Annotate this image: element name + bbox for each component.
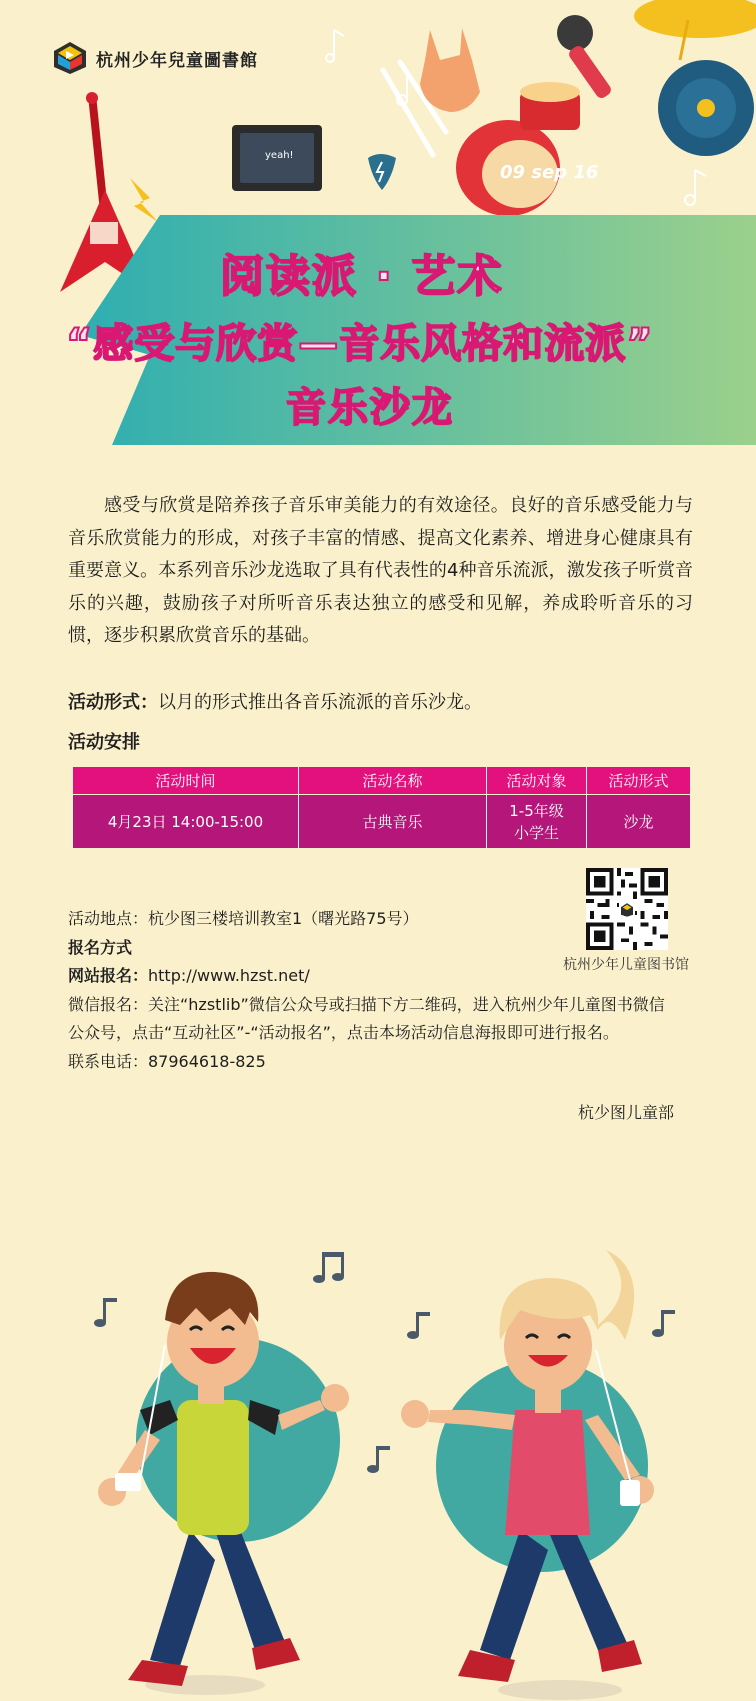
- schedule-table: [72, 766, 690, 849]
- event-location: 活动地点：杭少图三楼培训教室1（曙光路75号）: [68, 909, 419, 928]
- cymbal-icon: [634, 0, 756, 60]
- guitar-pick-icon: [368, 154, 396, 190]
- cell-name: 古典音乐: [299, 795, 487, 849]
- qr-caption: 杭州少年儿童图书馆: [563, 957, 689, 973]
- drum-icon: [456, 82, 598, 216]
- schedule-heading: 活动安排: [68, 732, 140, 753]
- column-header-form: 活动形式: [587, 767, 691, 795]
- website-signup-label: 网站报名：: [68, 966, 149, 985]
- department-signature: 杭少图儿童部: [578, 1103, 675, 1122]
- cell-audience-line2: 小学生: [513, 823, 559, 842]
- wechat-signup-line1: 微信报名：关注“hzstlib”微信公众号或扫描下方二维码，进入杭州少年儿童图书微信: [68, 994, 665, 1014]
- wechat-signup-line2: 公众号，点击“互动社区”-“活动报名”，点击本场活动信息海报即可进行报名。: [68, 1023, 619, 1042]
- column-header-name: 活动名称: [299, 767, 487, 795]
- website-signup: [68, 962, 698, 991]
- amp-label: yeah!: [265, 150, 294, 161]
- activity-form-text: 以月的形式推出各音乐流派的音乐沙龙。: [158, 692, 482, 713]
- event-info: [68, 905, 698, 1076]
- activity-form-line: [68, 688, 482, 714]
- cell-audience-line1: 1-5年级: [509, 801, 564, 820]
- intro-paragraph: 感受与欣赏是陪养孩子音乐审美能力的有效途径。良好的音乐感受能力与音乐欣赏能力的形成，对孩子丰富的情感、提高文化素养、增进身心健康具有重要意义。本系列音乐沙龙选取了具有代表性的4种音乐流派，激发孩子听赏音乐的兴趣，鼓励孩子对所听音乐表达独立的感受和见解，养成聆听音乐的习惯，逐步积累欣赏音乐的基础。: [68, 495, 693, 646]
- amplifier-icon: [232, 125, 322, 191]
- contact-phone: 联系电话：87964618-825: [68, 1051, 266, 1071]
- website-link[interactable]: http://www.hzst.net/: [148, 966, 310, 985]
- cell-audience: [487, 795, 587, 849]
- library-name: 杭州少年兒童圖書館: [96, 50, 258, 71]
- cell-form: 沙龙: [587, 795, 691, 849]
- dancing-kids-illustration: [0, 1230, 756, 1701]
- table-header-row: [73, 767, 691, 795]
- column-header-audience: 活动对象: [487, 767, 587, 795]
- cell-time: 4月23日 14:00-15:00: [73, 795, 299, 849]
- table-row: [73, 795, 691, 849]
- rock-hand-icon: [420, 28, 480, 112]
- vinyl-record-icon: [658, 60, 754, 156]
- banner-title-line1: 阅读派 · 艺术: [220, 251, 504, 302]
- signup-methods-heading: 报名方式: [68, 937, 133, 957]
- banner-title-line2: “感受与欣赏—音乐风格和流派”: [66, 321, 654, 367]
- activity-form-label: 活动形式：: [68, 692, 158, 713]
- drum-date: 09 sep 16: [500, 162, 599, 183]
- column-header-time: 活动时间: [73, 767, 299, 795]
- banner-title-line3: 音乐沙龙: [286, 385, 454, 431]
